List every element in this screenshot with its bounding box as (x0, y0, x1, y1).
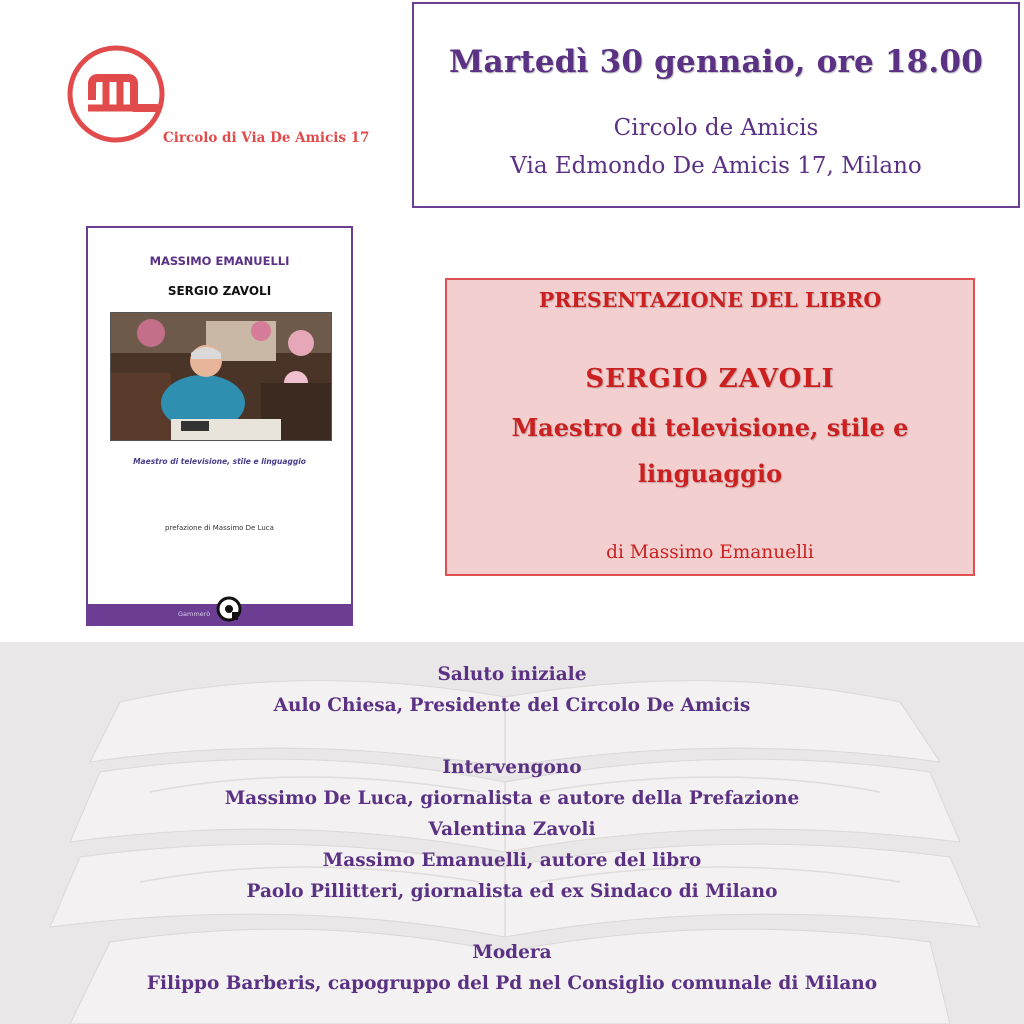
presentation-heading: PRESENTAZIONE DEL LIBRO (538, 288, 882, 312)
presentation-subtitle-line1: Maestro di televisione, stile e (511, 413, 909, 442)
book-cover-subtitle: Maestro di televisione, stile e linguaggio (133, 457, 306, 466)
event-info-box (412, 2, 1020, 208)
book-cover-photo (110, 312, 332, 441)
greeting-label: Saluto iniziale (437, 664, 587, 685)
logo-text: Circolo di Via De Amicis 17 (163, 130, 370, 146)
book-cover-title: SERGIO ZAVOLI (167, 284, 272, 298)
logo-circle-icon (64, 44, 170, 144)
speaker-item: Massimo De Luca, giornalista e autore della Prefazione (224, 788, 800, 809)
moderator: Filippo Barberis, capogruppo del Pd nel Consiglio comunale di Milano (146, 973, 878, 994)
venue-name: Circolo de Amicis (613, 115, 819, 141)
portrait-photo-image (111, 313, 331, 440)
greeting-speaker: Aulo Chiesa, Presidente del Circolo De Amicis (273, 695, 751, 716)
book-cover (86, 226, 353, 626)
book-cover-publisher: Gammerò (178, 610, 211, 618)
speaker-item: Paolo Pillitteri, giornalista ed ex Sindaco di Milano (246, 881, 778, 902)
moderator-label: Modera (472, 942, 552, 963)
presentation-box (445, 278, 975, 576)
speaker-item: Valentina Zavoli (428, 819, 596, 840)
presentation-author: di Massimo Emanuelli (606, 542, 814, 563)
book-cover-preface: prefazione di Massimo De Luca (165, 524, 274, 532)
speakers-label: Intervengono (442, 757, 582, 778)
presentation-title: SERGIO ZAVOLI (585, 364, 835, 394)
book-cover-author: MASSIMO EMANUELLI (149, 254, 290, 268)
publisher-logo-icon (216, 596, 242, 622)
circolo-logo (64, 44, 170, 148)
presentation-subtitle-line2: linguaggio (637, 459, 783, 488)
venue-address: Via Edmondo De Amicis 17, Milano (510, 153, 922, 179)
speaker-item: Massimo Emanuelli, autore del libro (322, 850, 702, 871)
event-date: Martedì 30 gennaio, ore 18.00 (449, 44, 983, 80)
